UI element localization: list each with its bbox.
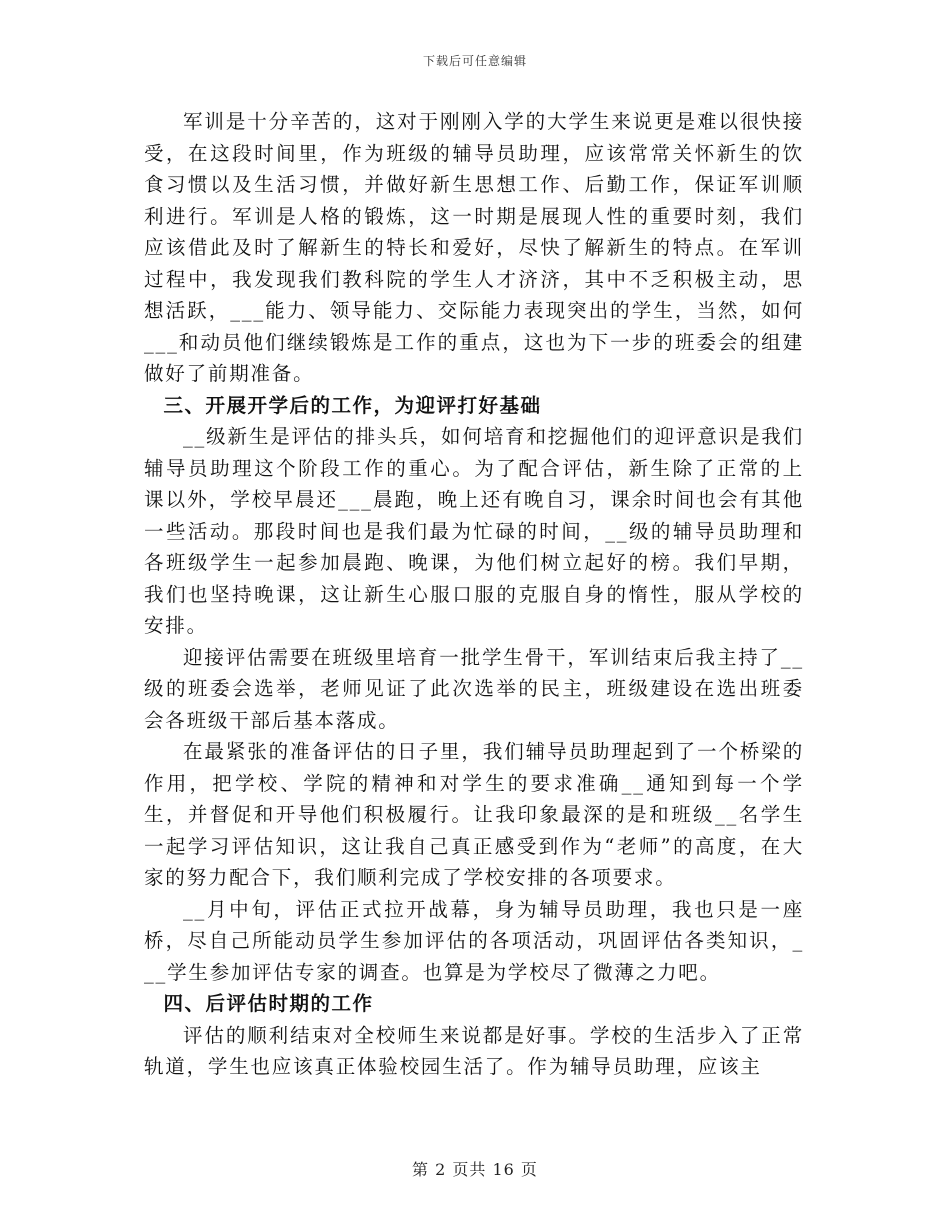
paragraph-military-training: 军训是十分辛苦的，这对于刚刚入学的大学生来说更是难以很快接受，在这段时间里，作为班级的辅导员助理，应该常常关怀新生的饮食习惯以及生活习惯，并做好新生思想工作、后勤工作，保证军训顺利进行。军训是人格的锻炼，这一时期是展现人性的重要时刻，我们应该借此及时了解新生的特长和爱好，尽快了解新生的特点。在军训过程中，我发现我们教科院的学生人才济济，其中不乏积极主动，思想活跃，___能力、领导能力、交际能力表现突出的学生，当然，如何___和动员他们继续锻炼是工作的重点，这也为下一步的班委会的组建做好了前期准备。 <box>144 110 804 385</box>
section-heading-3: 三、开展开学后的工作，为迎评打好基础 <box>163 393 542 417</box>
paragraph-post-evaluation: 评估的顺利结束对全校师生来说都是好事。学校的生活步入了正常轨道，学生也应该真正体验校园生活了。作为辅导员助理，应该主 <box>144 1023 804 1078</box>
document-body <box>144 106 804 1083</box>
page-header: 下载后可任意编辑 <box>422 54 527 68</box>
paragraph-evaluation-start: __月中旬，评估正式拉开战幕，身为辅导员助理，我也只是一座桥，尽自己所能动员学生参加评估的各项活动，巩固评估各类知识，___学生参加评估专家的调查。也算是为学校尽了微薄之力吧。 <box>144 897 804 984</box>
paragraph-class-committee: 迎接评估需要在班级里培育一批学生骨干，军训结束后我主持了__级的班委会选举，老师见证了此次选举的民主，班级建设在选出班委会各班级干部后基本落成。 <box>144 645 804 732</box>
paragraph-freshmen-evaluation: __级新生是评估的排头兵，如何培育和挖掘他们的迎评意识是我们辅导员助理这个阶段工作的重心。为了配合评估，新生除了正常的上课以外，学校早晨还___晨跑，晚上还有晚自习，课余时间也会有其他一些活动。那段时间也是我们最为忙碌的时间，__级的辅导员助理和各班级学生一起参加晨跑、晚课，为他们树立起好的榜。我们早期，我们也坚持晚课，这让新生心服口服的克服自身的惰性，服从学校的安排。 <box>144 425 804 637</box>
paragraph-bridge-role: 在最紧张的准备评估的日子里，我们辅导员助理起到了一个桥梁的作用，把学校、学院的精神和对学生的要求准确__通知到每一个学生，并督促和开导他们积极履行。让我印象最深的是和班级__名学生一起学习评估知识，这让我自己真正感受到作为“老师”的高度，在大家的努力配合下，我们顺利完成了学校安排的各项要求。 <box>144 740 804 889</box>
section-heading-4: 四、后评估时期的工作 <box>163 992 374 1015</box>
page-footer: 第 2 页共 16 页 <box>412 1160 538 1179</box>
